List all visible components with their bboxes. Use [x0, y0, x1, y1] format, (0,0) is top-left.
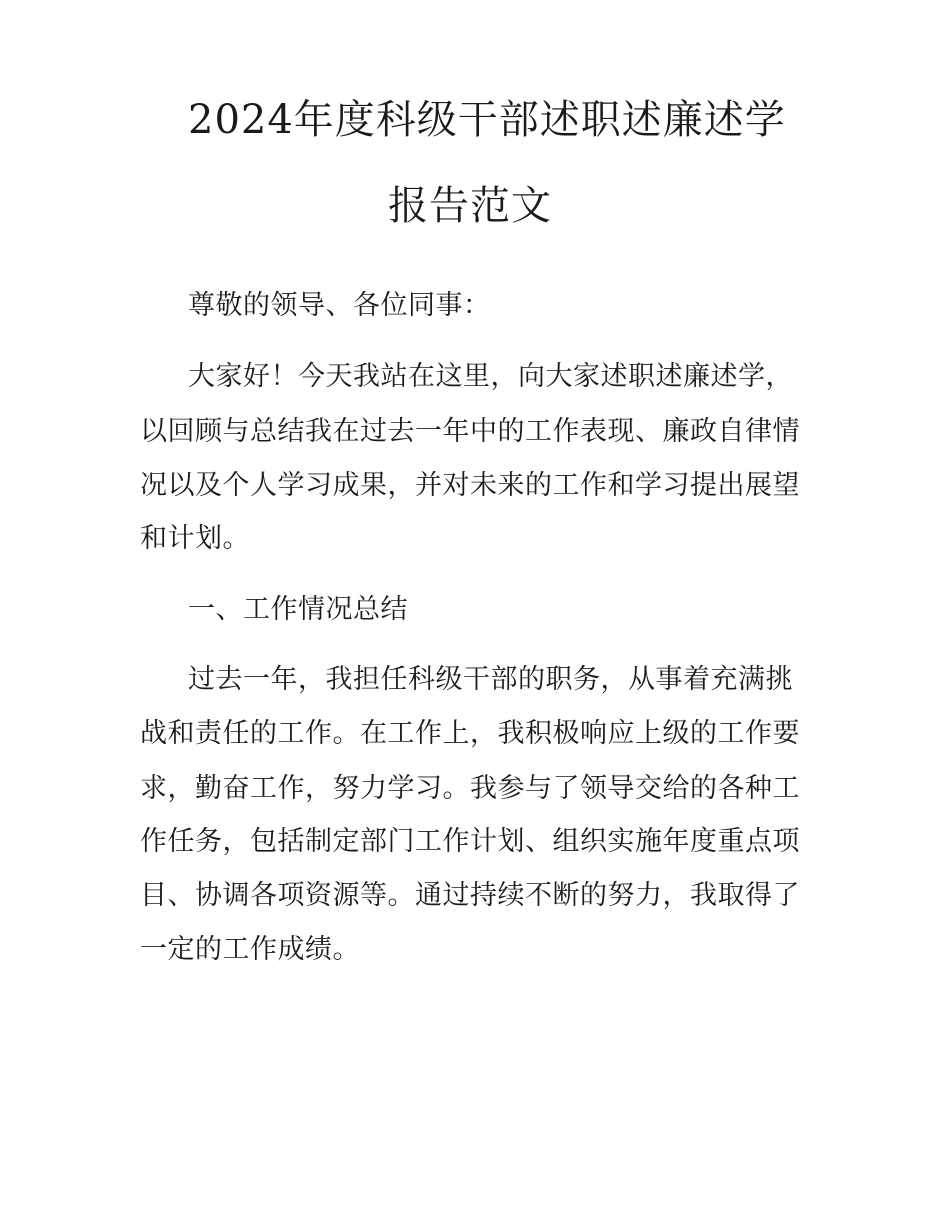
salutation: 尊敬的领导、各位同事： [188, 290, 491, 321]
paragraph-2-line-1: 过去一年，我担任科级干部的职务，从事着充满挑 [188, 664, 793, 695]
paragraph-2-line-6: 一定的工作成绩。 [140, 934, 360, 965]
paragraph-2-line-4: 作任务，包括制定部门工作计划、组织实施年度重点项 [140, 826, 800, 857]
paragraph-1-line-2: 以回顾与总结我在过去一年中的工作表现、廉政自律情 [140, 416, 800, 447]
paragraph-1-line-4: 和计划。 [140, 523, 250, 554]
paragraph-2-line-2: 战和责任的工作。在工作上，我积极响应上级的工作要 [140, 718, 800, 749]
paragraph-1-line-3: 况以及个人学习成果，并对未来的工作和学习提出展望 [140, 470, 800, 501]
section-heading-1: 一、工作情况总结 [188, 594, 408, 625]
document-title-line-1: 2024年度科级干部述职述廉述学 [188, 97, 786, 143]
paragraph-2-line-3: 求，勤奋工作，努力学习。我参与了领导交给的各种工 [140, 773, 800, 804]
paragraph-1-line-1: 大家好！今天我站在这里，向大家述职述廉述学， [188, 361, 793, 392]
paragraph-2-line-5: 目、协调各项资源等。通过持续不断的努力，我取得了 [140, 880, 800, 911]
document-title-line-2: 报告范文 [388, 183, 552, 229]
